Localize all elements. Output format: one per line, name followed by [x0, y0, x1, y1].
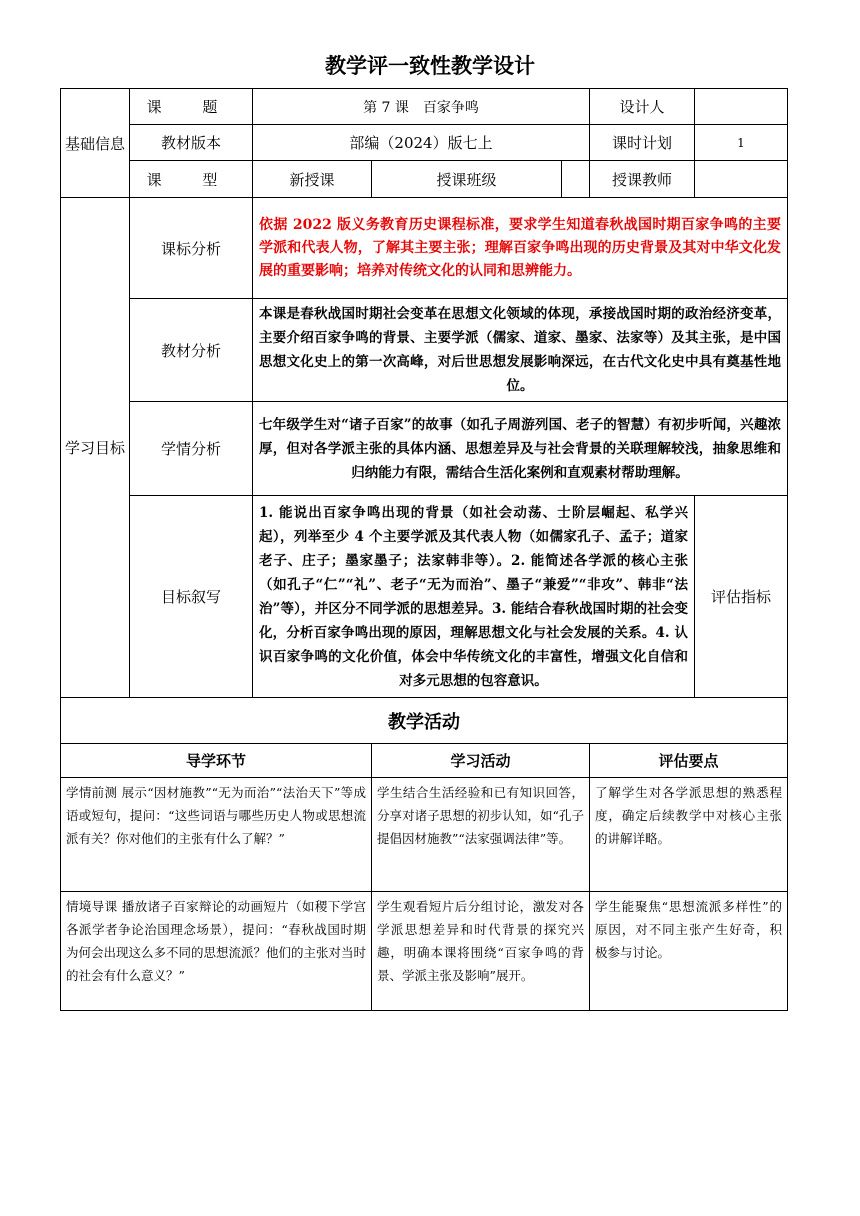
- activity-learning-cell: 学生结合生活经验和已有知识回答，分享对诸子思想的初步认知，如“孔子提倡因材施教”“法家强调法律”等。: [372, 778, 590, 892]
- class-value: [562, 161, 590, 198]
- col-header-eval: 评估要点: [590, 744, 788, 778]
- page-title: 教学评一致性教学设计: [325, 54, 535, 78]
- table-row: [61, 892, 788, 1011]
- activity-guide-cell: 情境导课 播放诸子百家辩论的动画短片（如稷下学宫各派学者争论治国理念场景），提问：“春秋战国时期为何会出现这么多不同的思想流派？他们的主张对当时的社会有什么意义？”: [61, 892, 372, 1011]
- standard-analysis-label: 课标分析: [130, 198, 253, 299]
- type-label: 课 型: [130, 161, 253, 198]
- objective-label: 目标叙写: [130, 496, 253, 698]
- designer-label: 设计人: [590, 89, 695, 125]
- activity-eval-cell: 了解学生对各学派思想的熟悉程度，确定后续教学中对核心主张的讲解详略。: [590, 778, 788, 892]
- activity-guide-cell: 学情前测 展示“因材施教”“无为而治”“法治天下”等成语或短句，提问：“这些词语与哪些历史人物或思想流派有关？你对他们的主张有什么了解？”: [61, 778, 372, 892]
- textbook-analysis-label: 教材分析: [130, 299, 253, 402]
- col-header-activity: 学习活动: [372, 744, 590, 778]
- textbook-analysis-text: 本课是春秋战国时期社会变革在思想文化领域的体现，承接战国时期的政治经济变革，主要介绍百家争鸣的背景、主要学派（儒家、道家、墨家、法家等）及其主张，是中国思想文化史上的第一次高峰，对后世思想发展影响深远，在古代文化史中具有奠基性地位。: [253, 299, 788, 402]
- col-header-guide: 导学环节: [61, 744, 372, 778]
- student-analysis-text: 七年级学生对“诸子百家”的故事（如孔子周游列国、老子的智慧）有初步听闻，兴趣浓厚，但对各学派主张的具体内涵、思想差异及与社会背景的关联理解较浅，抽象思维和归纳能力有限，需结合生活化案例和直观素材帮助理解。: [253, 402, 788, 496]
- lesson-plan-table: [60, 88, 788, 1011]
- table-row: [61, 778, 788, 892]
- eval-indicator-label: 评估指标: [695, 496, 788, 698]
- plan-label: 课时计划: [590, 125, 695, 161]
- plan-value: 1: [695, 125, 788, 161]
- class-label: 授课班级: [372, 161, 562, 198]
- lesson-label: 课 题: [130, 89, 253, 125]
- edition-label: 教材版本: [130, 125, 253, 161]
- basic-info-section-label: 基础信息: [61, 89, 130, 198]
- designer-value: [695, 89, 788, 125]
- edition-value: 部编（2024）版七上: [253, 125, 590, 161]
- type-value: 新授课: [253, 161, 372, 198]
- student-analysis-label: 学情分析: [130, 402, 253, 496]
- lesson-value: 第 7 课 百家争鸣: [253, 89, 590, 125]
- activity-learning-cell: 学生观看短片后分组讨论，激发对各学派思想差异和时代背景的探究兴趣，明确本课将围绕“百家争鸣的背景、学派主张及影响”展开。: [372, 892, 590, 1011]
- learning-goals-section-label: 学习目标: [61, 198, 130, 698]
- activity-eval-cell: 学生能聚焦“思想流派多样性”的原因，对不同主张产生好奇，积极参与讨论。: [590, 892, 788, 1011]
- standard-analysis-text: 依据 2022 版义务教育历史课程标准，要求学生知道春秋战国时期百家争鸣的主要学派和代表人物，了解其主要主张；理解百家争鸣出现的历史背景及其对中华文化发展的重要影响；培养对传统文化的认同和思辨能力。: [253, 198, 788, 299]
- teacher-label: 授课教师: [590, 161, 695, 198]
- objective-text: 1. 能说出百家争鸣出现的背景（如社会动荡、士阶层崛起、私学兴起），列举至少 4 个主要学派及其代表人物（如儒家孔子、孟子；道家老子、庄子；墨家墨子；法家韩非等）。2. 能简述各学派的核心主张（如孔子“仁”“礼”、老子“无为而治”、墨子“兼爱”“非攻”、韩非“法治”等），并区分不同学派的思想差异。3. 能结合春秋战国时期的社会变化，分析百家争鸣出现的原因，理解思想文化与社会发展的关系。4. 认识百家争鸣的文化价值，体会中华传统文化的丰富性，增强文化自信和对多元思想的包容意识。: [253, 496, 695, 698]
- teacher-value: [695, 161, 788, 198]
- teaching-activities-heading: 教学活动: [61, 698, 788, 744]
